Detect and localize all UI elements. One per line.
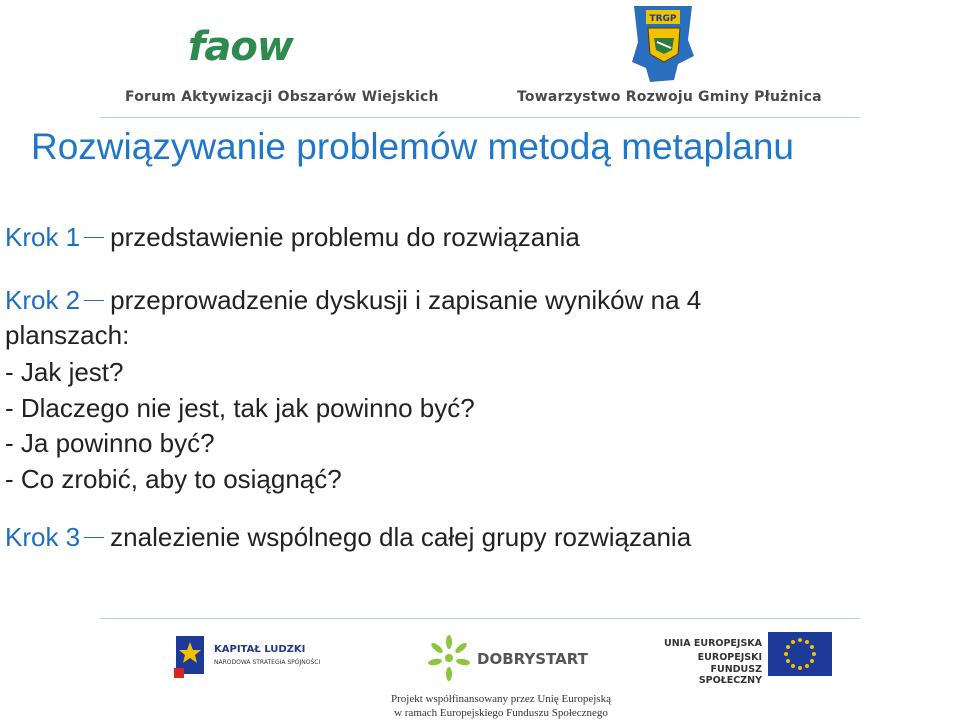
- question-list: [5, 355, 475, 497]
- dobrystart-icon: [425, 628, 475, 688]
- faow-logo: [188, 24, 368, 70]
- step-3-text: znalezienie wspólnego dla całej grupy rozwiązania: [110, 522, 692, 552]
- kapital-ludzki-logo: [170, 628, 330, 682]
- forum-caption: Forum Aktywizacji Obszarów Wiejskich: [125, 89, 439, 105]
- list-item: - Jak jest?: [5, 357, 124, 387]
- crest-icon: [624, 2, 702, 84]
- dobrystart-logo: [425, 628, 588, 688]
- eu-line-2: EUROPEJSKI: [697, 652, 762, 663]
- eu-line-1: UNIA EUROPEJSKA: [664, 638, 762, 649]
- dash-icon: [84, 237, 104, 238]
- step-1-label: Krok 1: [5, 222, 81, 252]
- faow-logo-text: faow: [188, 24, 293, 70]
- eu-flag-icon: [768, 632, 832, 676]
- crest-text: TRGP: [649, 14, 677, 24]
- funding-note-line1: Projekt współfinansowany przez Unię Europejską: [391, 693, 611, 705]
- step-3-label: Krok 3: [5, 522, 81, 552]
- footer-divider: [100, 618, 860, 619]
- funding-note: [370, 692, 632, 720]
- step-1-text: przedstawienie problemu do rozwiązania: [110, 222, 580, 252]
- eu-logo: [648, 628, 838, 684]
- dobrystart-text: DOBRYSTART: [477, 650, 588, 668]
- funding-note-line2: w ramach Europejskiego Funduszu Społecznego: [394, 707, 608, 719]
- list-item: - Dlaczego nie jest, tak jak powinno być?: [5, 392, 475, 423]
- kapital-ludzki-title: KAPITAŁ LUDZKI: [214, 644, 306, 655]
- step-2: [5, 285, 701, 316]
- step-3: [5, 522, 691, 553]
- eu-line-3: FUNDUSZ SPOŁECZNY: [698, 664, 762, 686]
- header-divider: [100, 117, 860, 118]
- towarzystwo-caption: Towarzystwo Rozwoju Gminy Płużnica: [517, 89, 822, 105]
- step-2-line2: planszach:: [5, 320, 130, 350]
- step-2-label: Krok 2: [5, 285, 81, 315]
- step-2-text-line1: przeprowadzenie dyskusji i zapisanie wyników na 4: [110, 285, 702, 315]
- kapital-ludzki-icon: [170, 628, 210, 682]
- crest-logo: [624, 2, 702, 84]
- list-item: - Co zrobić, aby to osiągnąć?: [5, 463, 342, 494]
- step-1: [5, 222, 580, 253]
- dash-icon: [84, 537, 104, 538]
- kapital-ludzki-subtitle: NARODOWA STRATEGIA SPÓJNOŚCI: [214, 659, 321, 666]
- list-item: - Ja powinno być?: [5, 428, 215, 458]
- slide-title: Rozwiązywanie problemów metodą metaplanu: [31, 126, 794, 167]
- dash-icon: [84, 300, 104, 301]
